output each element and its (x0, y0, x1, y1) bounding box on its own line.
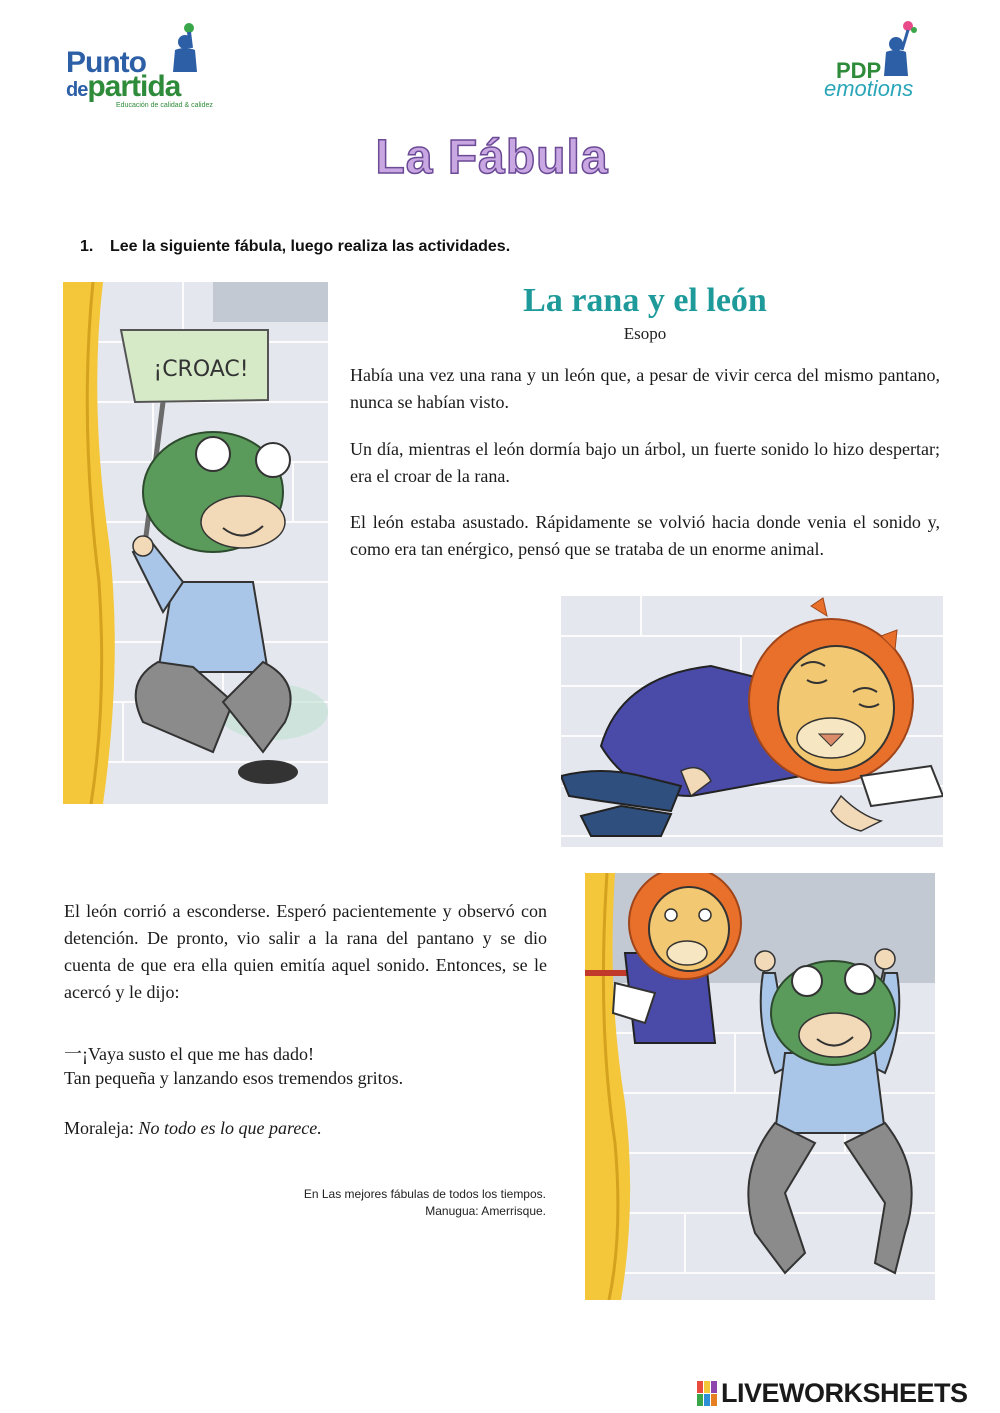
instruction-number: 1. (80, 238, 94, 255)
source-line-1: En Las mejores fábulas de todos los tiempos. (303, 1187, 546, 1201)
moral (64, 1118, 322, 1139)
instruction (80, 238, 510, 256)
liveworksheets-brand: LIVEWORKSHEETS (721, 1378, 968, 1408)
pdp-emotions-logo (822, 20, 942, 105)
logo-text-partida-word: partida (87, 70, 181, 103)
liveworksheets-footer (697, 1377, 997, 1409)
source-citation (200, 1186, 546, 1220)
story-title: La rana y el león (523, 282, 767, 319)
story-paragraph-4: El león corrió a esconderse. Esperó pacientemente y observó con detención. De pronto, vio salir a la rana del pantano y se dio cuenta de que era ella quien emitía aquel sonido. Entonces, se le acercó y le dijo: (64, 901, 547, 1002)
child-balloon-icon (878, 20, 918, 80)
instruction-text: Lee la siguiente fábula, luego realiza las actividades. (110, 238, 511, 255)
moral-text: No todo es lo que parece. (138, 1118, 322, 1138)
dialogue-line-2: Tan pequeña y lanzando esos tremendos gritos. (64, 1068, 404, 1088)
liveworksheets-logo-icon (697, 1381, 723, 1407)
logo-text-partida (66, 70, 180, 104)
punto-de-partida-logo (66, 20, 236, 110)
source-line-2: Manugua: Amerrisque. (425, 1204, 546, 1218)
lion-and-frog-illustration (585, 873, 935, 1300)
dialogue-line-1: 一¡Vaya susto el que me has dado! (64, 1044, 314, 1064)
moral-label: Moraleja: (64, 1118, 139, 1138)
story-paragraph-3: El león estaba asustado. Rápidamente se volvió hacia donde venia el sonido y, como era tan enérgico, pensó que se trataba de un enorme animal. (350, 512, 940, 559)
lion-waking-illustration (561, 596, 943, 847)
croac-sign-text: ¡CROAC! (153, 357, 249, 382)
story-paragraph-1: Había una vez una rana y un león que, a pesar de vivir cerca del mismo pantano, nunca se habían visto. (350, 365, 940, 412)
logo-text-pdp: PDP (836, 58, 882, 83)
logo-text-emotions: emotions (824, 76, 914, 101)
logo-tagline: Educación de calidad & calidez (116, 102, 213, 109)
logo-text-de: de (66, 79, 88, 101)
logo-text-punto: Punto (66, 46, 146, 79)
story-author: Esopo (623, 324, 667, 343)
frog-with-sign-illustration (63, 282, 328, 804)
story-paragraph-2: Un día, mientras el león dormía bajo un árbol, un fuerte sonido lo hizo despertar; era el croar de la rana. (350, 439, 940, 486)
page-title: La Fábula (375, 131, 609, 184)
